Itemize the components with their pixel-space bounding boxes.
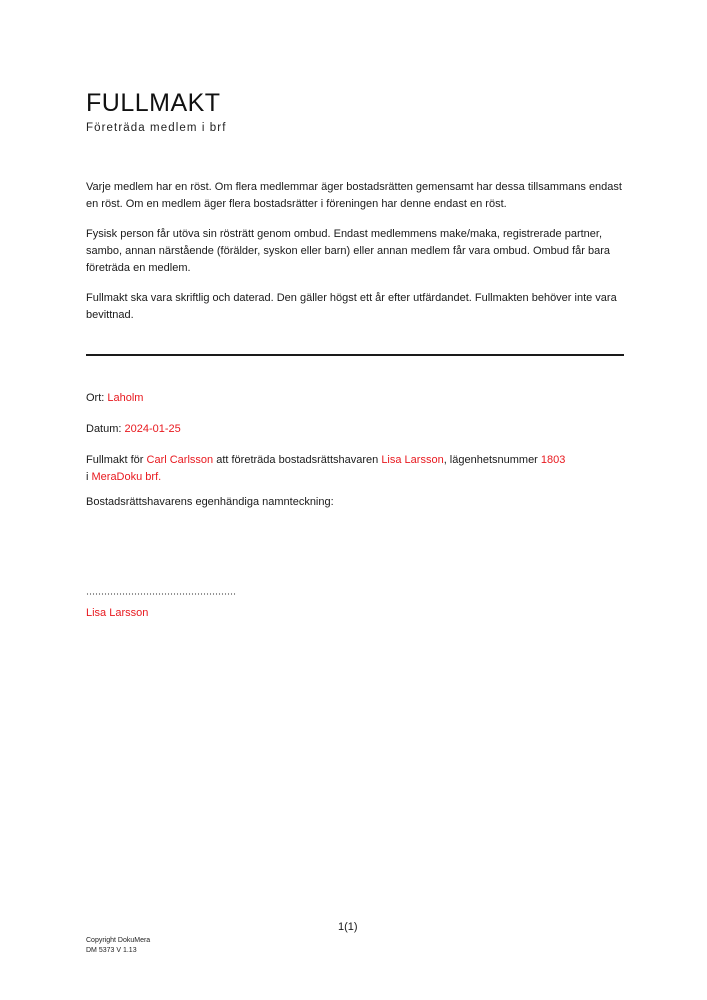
holder-name: Lisa Larsson (381, 454, 444, 466)
fullmakt-statement (86, 452, 631, 486)
datum-label: Datum: (86, 423, 125, 435)
fullmakt-text-2: att företräda bostadsrättshavaren (213, 454, 382, 466)
copyright-text: Copyright DokuMera (86, 937, 151, 944)
signer-name: Lisa Larsson (86, 607, 149, 619)
version-text: DM 5373 V 1.13 (86, 947, 137, 954)
section-divider (86, 354, 624, 356)
ort-value: Laholm (107, 392, 144, 404)
fullmakt-text-4: i (86, 471, 92, 483)
footer (86, 936, 150, 956)
ort-label: Ort: (86, 392, 108, 404)
datum-field (86, 421, 631, 438)
document-title: FULLMAKT (86, 89, 221, 117)
proxy-name: Carl Carlsson (146, 454, 214, 466)
ort-field (86, 390, 631, 407)
fullmakt-text-3: , lägenhetsnummer (443, 454, 541, 466)
association-name: MeraDoku brf. (91, 471, 162, 483)
page-number: 1(1) (338, 921, 358, 933)
intro-paragraph-validity: Fullmakt ska vara skriftlig och daterad. Den gäller högst ett år efter utfärdandet. Fullmakten behöver inte vara bevittnad. (86, 292, 617, 321)
intro-paragraph-proxy-rules: Fysisk person får utöva sin rösträtt genom ombud. Endast medlemmens make/maka, registrerade partner, sambo, annan närstående (förälder, syskon eller barn) eller annan medlem får vara ombud. Ombud får bara företräda en medlem. (86, 228, 611, 274)
document-subtitle: Företräda medlem i brf (86, 122, 227, 134)
intro-paragraph-voting: Varje medlem har en röst. Om flera medlemmar äger bostadsrätten gemensamt har dessa tillsammans endast en röst. Om en medlem äger flera bostadsrätter i föreningen har denne endast en röst. (86, 181, 622, 210)
apartment-number: 1803 (540, 454, 566, 466)
fullmakt-text-1: Fullmakt för (86, 454, 147, 466)
signature-label: Bostadsrättshavarens egenhändiga namnteckning: (86, 496, 334, 508)
datum-value: 2024-01-25 (124, 423, 181, 435)
signature-line (86, 593, 236, 595)
document-body (86, 88, 631, 622)
